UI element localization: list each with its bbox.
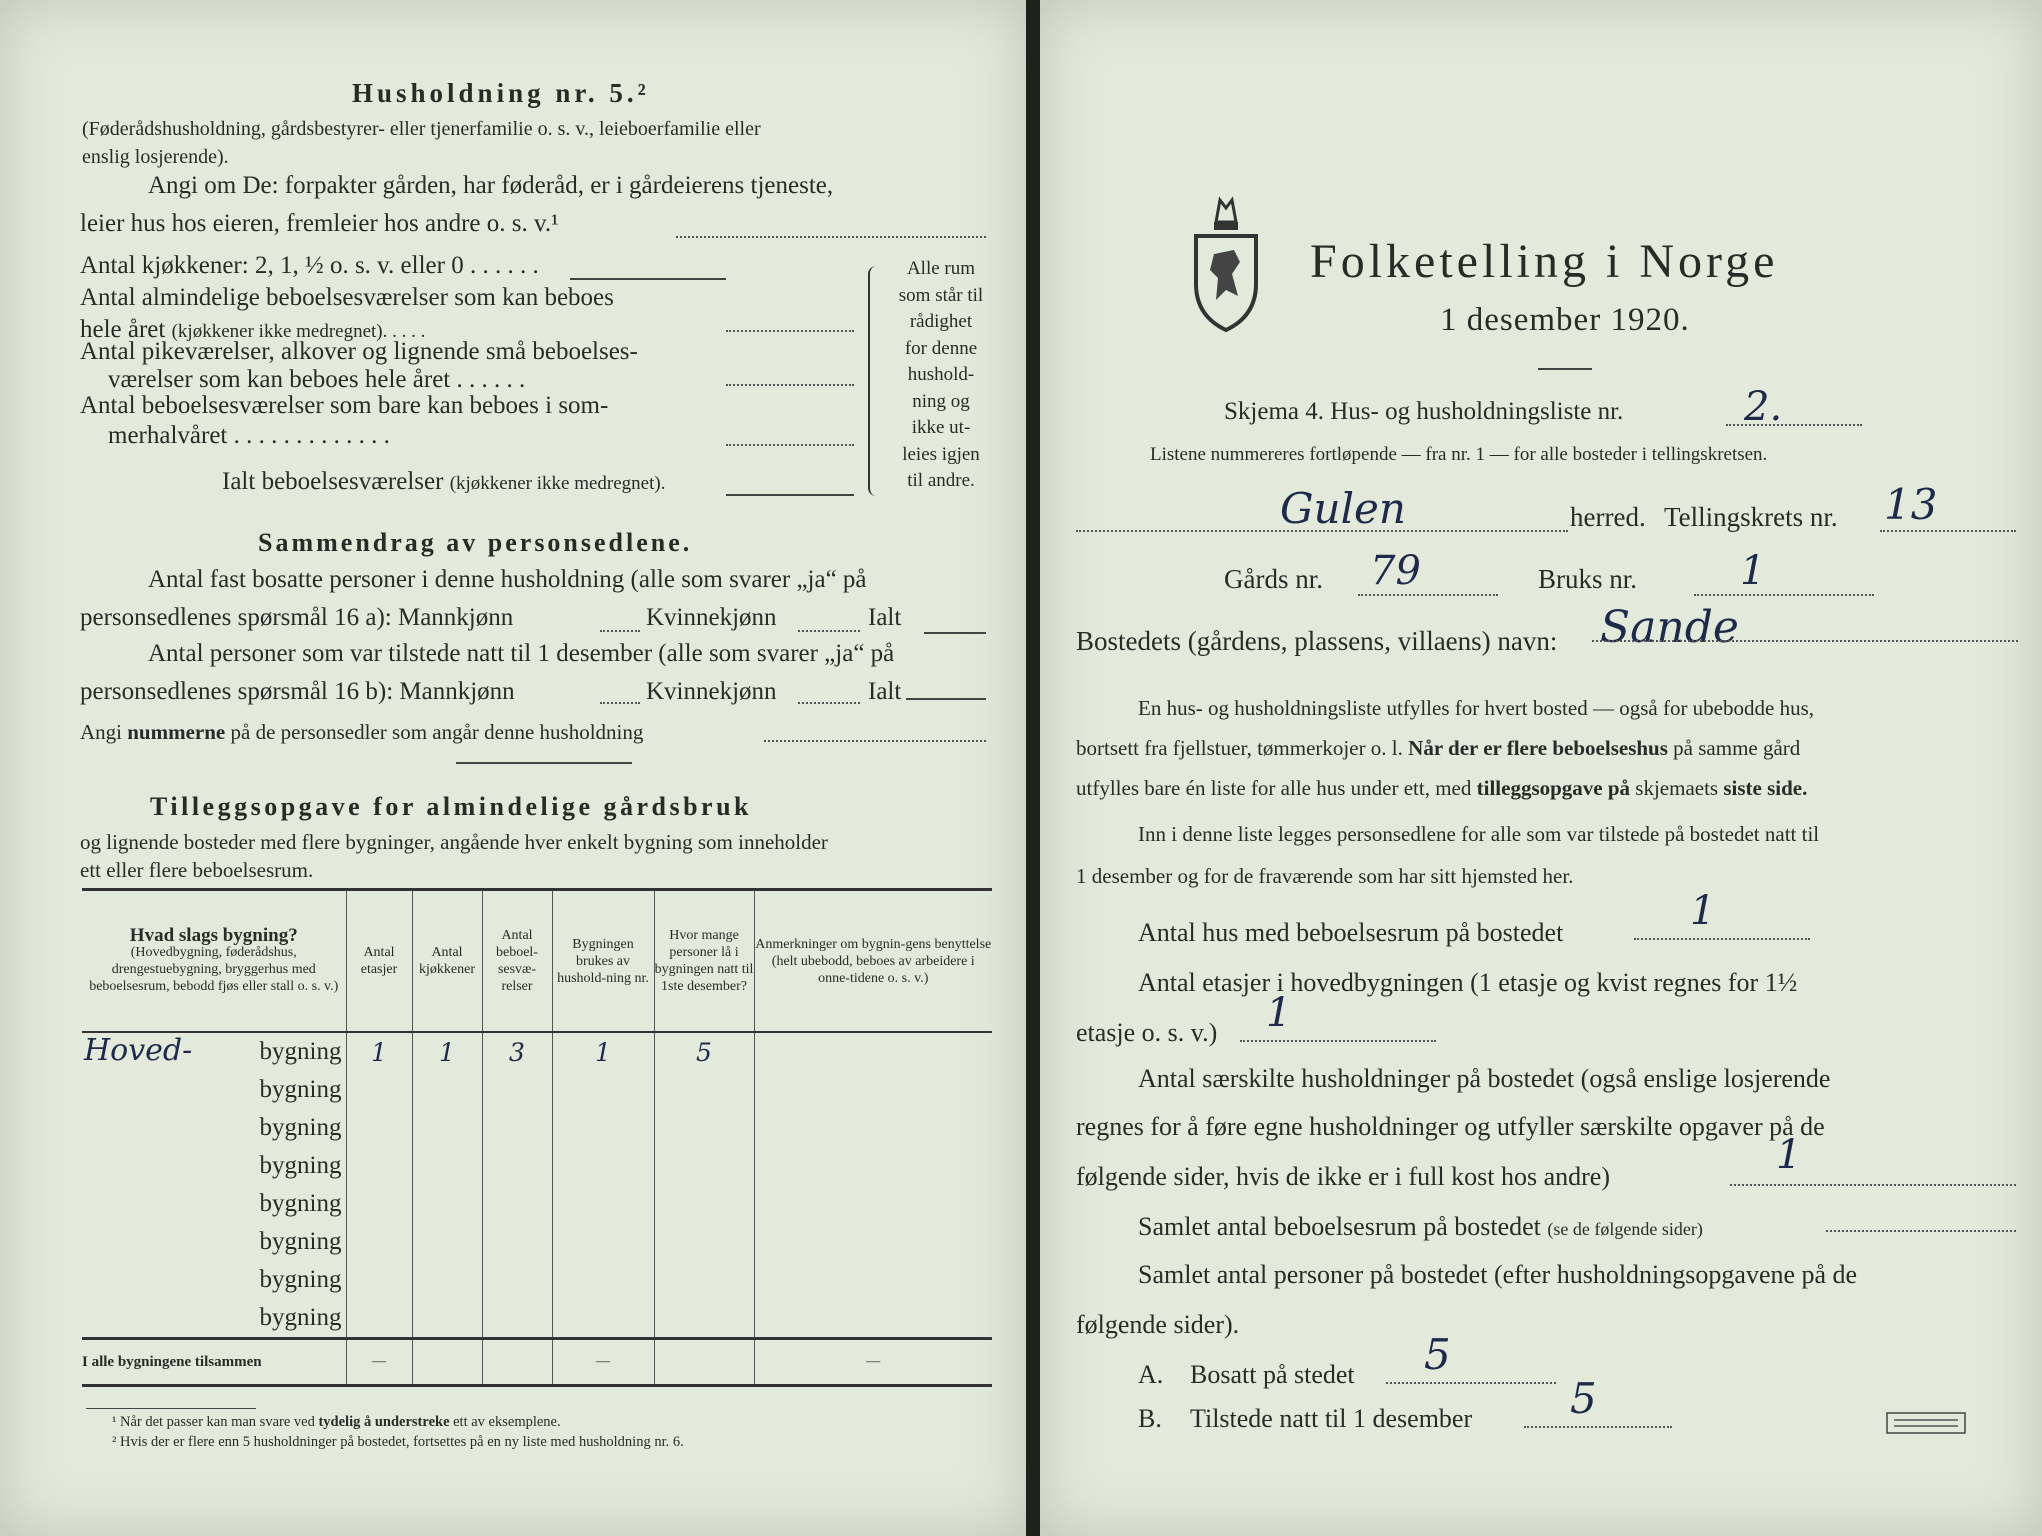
- total-1-line: [924, 632, 986, 634]
- cell-floors: [346, 1223, 412, 1261]
- cell-kitchens: [412, 1185, 482, 1223]
- printer-stamp-icon: [1886, 1412, 1966, 1434]
- q-a-letter: A.: [1138, 1360, 1164, 1389]
- instr-5: 1 desember og for de fraværende som har sitt hjemsted her.: [1076, 864, 1574, 888]
- rooms2-line-a: Antal pikeværelser, alkover og lignende små beboelses-: [80, 338, 638, 365]
- cell-household: [552, 1071, 654, 1109]
- building-cell: bygning: [259, 1304, 342, 1331]
- col-header-remarks: Anmerkninger om bygnin-gens benyttelse (helt ubebodd, beboes av arbeidere i onne-tidene o. s. v.): [754, 890, 992, 1033]
- cell-kitchens: [412, 1071, 482, 1109]
- listene-note: Listene nummereres fortløpende — fra nr. 1 — for alle bosteder i tellingskretsen.: [1150, 444, 1768, 465]
- cell-rooms: [482, 1185, 552, 1223]
- instr-3: utfylles bare én liste for alle hus under ett, med tilleggsopgave på skjemaets siste side.: [1076, 776, 1808, 800]
- building-cell: bygning: [259, 1228, 342, 1255]
- angi-line-2: leier hus hos eieren, fremleier hos andre o. s. v.¹: [80, 210, 559, 237]
- cell-floors: [346, 1109, 412, 1147]
- building-cell: bygning: [259, 1190, 342, 1217]
- q-pers-1: Samlet antal personer på bostedet (efter husholdningsopgavene på de: [1138, 1260, 1858, 1289]
- q-hus-label: Antal hus med beboelsesrum på bostedet: [1138, 918, 1564, 947]
- instr-1: En hus- og husholdningsliste utfylles for hvert bosted — også for ubebodde hus,: [1138, 696, 1814, 720]
- herred-label: herred.: [1570, 502, 1646, 532]
- side-note: Alle rum som står til rådighet for denne hushold- ning og ikke ut- leies igjen til andre.: [898, 258, 984, 491]
- census-title: Folketelling i Norge: [1310, 235, 1779, 288]
- rooms3-answer-line: [726, 444, 854, 446]
- col-header-rooms: Antal beboel-sesvæ-relser: [482, 890, 552, 1033]
- cell-floors: [346, 1261, 412, 1299]
- q-hush-3: følgende sider, hvis de ikke er i full kost hos andre): [1076, 1162, 1610, 1191]
- cell-floors: 1: [346, 1032, 412, 1071]
- table-row: [82, 1223, 992, 1261]
- building-cell: bygning: [259, 1076, 342, 1103]
- intro-paren: (Føderådshusholdning, gårdsbestyrer- eller tjenerfamilie o. s. v., leieboerfamilie eller: [82, 118, 761, 140]
- total-2-label: Ialt: [868, 678, 902, 705]
- skjema-label: Skjema 4. Hus- og husholdningsliste nr.: [1224, 398, 1624, 425]
- q-b-label: Tilstede natt til 1 desember: [1190, 1404, 1473, 1433]
- bruks-line: [1694, 594, 1874, 596]
- rooms1-answer-line: [726, 330, 854, 332]
- cell-household: [552, 1185, 654, 1223]
- cell-household: 1: [552, 1032, 654, 1071]
- total-household: —: [552, 1339, 654, 1386]
- gards-line: [1358, 594, 1498, 596]
- table-row: [82, 1185, 992, 1223]
- cell-persons: [654, 1109, 754, 1147]
- total-rooms: Ialt beboelsesværelser (kjøkkener ikke medregnet).: [222, 468, 666, 495]
- rooms3-line-a: Antal beboelsesværelser som bare kan beboes i som-: [80, 392, 609, 419]
- q-b-value: 5: [1570, 1374, 1597, 1423]
- herred-value: Gulen: [1280, 484, 1406, 533]
- cell-remarks: [754, 1223, 992, 1261]
- skjema-value: 2.: [1744, 384, 1783, 430]
- rooms1-line-b: hele året (kjøkkener ikke medregnet). . . . .: [80, 316, 426, 343]
- q-hus-line: [1634, 938, 1810, 940]
- kitchens-label: Antal kjøkkener: 2, 1, ½ o. s. v. eller 0 . . . . . .: [80, 252, 539, 279]
- extra-sub-1: og lignende bosteder med flere bygninger, angående hver enkelt bygning som inneholder: [80, 830, 828, 854]
- rooms2-line-b: værelser som kan beboes hele året . . . . . .: [108, 366, 526, 393]
- bruks-label: Bruks nr.: [1538, 564, 1638, 594]
- table-total-row: [82, 1339, 992, 1386]
- cell-remarks: [754, 1261, 992, 1299]
- table-row: [82, 1147, 992, 1185]
- total-label: I alle bygningene tilsammen: [82, 1353, 262, 1370]
- bruks-value: 1: [1740, 548, 1766, 594]
- kitchens-answer-line: [570, 278, 726, 280]
- q-b-line: [1524, 1426, 1672, 1428]
- building-cell: bygning: [259, 1152, 342, 1179]
- cell-persons: [654, 1299, 754, 1339]
- total-2-line: [906, 698, 986, 700]
- footnote-rule: [86, 1408, 256, 1409]
- krets-label: Tellingskrets nr.: [1664, 502, 1838, 532]
- cell-household: [552, 1147, 654, 1185]
- angi-line-1: Angi om De: forpakter gården, har føderåd, er i gårdeierens tjeneste,: [148, 172, 834, 199]
- q-etasjer-line: [1240, 1040, 1436, 1042]
- cell-household: [552, 1261, 654, 1299]
- col-header-kitchens: Antal kjøkkener: [412, 890, 482, 1033]
- gards-label: Gårds nr.: [1224, 564, 1323, 594]
- q-rum: Samlet antal beboelsesrum på bostedet (se de følgende sider): [1138, 1212, 1703, 1241]
- male-2-line: [600, 702, 640, 704]
- cell-rooms: [482, 1261, 552, 1299]
- cell-rooms: 3: [482, 1032, 552, 1071]
- q-hush-line: [1730, 1184, 2016, 1186]
- female-2-line: [798, 702, 860, 704]
- cell-kitchens: [412, 1299, 482, 1339]
- summary-2b: personsedlenes spørsmål 16 b): Mannkjønn: [80, 678, 515, 705]
- herred-line: [1076, 530, 1568, 532]
- cell-remarks: [754, 1109, 992, 1147]
- q-etasjer-2: etasje o. s. v.): [1076, 1018, 1218, 1047]
- total-rooms-answer-line: [726, 494, 854, 496]
- q-hush-1: Antal særskilte husholdninger på bostedet (også enslige losjerende: [1138, 1064, 1831, 1093]
- cell-persons: [654, 1223, 754, 1261]
- extra-sub-2: ett eller flere beboelsesrum.: [80, 858, 314, 882]
- cell-rooms: [482, 1071, 552, 1109]
- table-row: [82, 1109, 992, 1147]
- cell-kitchens: [412, 1109, 482, 1147]
- col-header-floors: Antal etasjer: [346, 890, 412, 1033]
- cell-kitchens: 1: [412, 1032, 482, 1071]
- summary-title: Sammendrag av personsedlene.: [258, 528, 693, 557]
- krets-line: [1880, 530, 2016, 532]
- extra-title: Tilleggsopgave for almindelige gårdsbruk: [150, 792, 753, 821]
- female-1-line: [798, 630, 860, 632]
- summary-1a: Antal fast bosatte personer i denne husholdning (alle som svarer „ja“ på: [148, 566, 867, 593]
- cell-rooms: [482, 1223, 552, 1261]
- q-rum-line: [1826, 1230, 2016, 1232]
- bosted-value: Sande: [1600, 602, 1739, 653]
- q-a-line: [1386, 1382, 1556, 1384]
- bosted-label: Bostedets (gårdens, plassens, villaens) navn:: [1076, 626, 1558, 656]
- cell-kitchens: [412, 1147, 482, 1185]
- cell-floors: [346, 1071, 412, 1109]
- total-kitchens: [412, 1339, 482, 1386]
- cell-household: [552, 1109, 654, 1147]
- building-cell: Hoved- bygning: [84, 1033, 342, 1068]
- cell-rooms: [482, 1299, 552, 1339]
- q-a-label: Bosatt på stedet: [1190, 1360, 1355, 1389]
- krets-value: 13: [1884, 480, 1938, 529]
- cell-rooms: [482, 1147, 552, 1185]
- intro-paren-2: enslig losjerende).: [82, 146, 229, 168]
- cell-rooms: [482, 1109, 552, 1147]
- rooms1-line-a: Antal almindelige beboelsesværelser som kan beboes: [80, 284, 614, 311]
- building-table: [82, 888, 992, 1387]
- total-persons: [654, 1339, 754, 1386]
- q-etasjer-1: Antal etasjer i hovedbygningen (1 etasje og kvist regnes for 1½: [1138, 968, 1798, 997]
- cell-persons: [654, 1147, 754, 1185]
- cell-persons: [654, 1071, 754, 1109]
- census-date: 1 desember 1920.: [1440, 302, 1690, 338]
- skjema-line: [1726, 424, 1862, 426]
- angi-nummerne: Angi nummerne på de personsedler som angår denne husholdning: [80, 720, 644, 744]
- cell-remarks: [754, 1071, 992, 1109]
- q-hus-value: 1: [1690, 888, 1716, 934]
- angi-nummerne-line: [764, 740, 986, 742]
- q-hush-value: 1: [1776, 1132, 1802, 1178]
- col-header-building: Hvad slags bygning? (Hovedbygning, føderådshus, drengestuebygning, bryggerhus med beboelsesrum, bebodd fjøs eller stall o. s. v.): [89, 925, 339, 994]
- rooms3-line-b: merhalvåret . . . . . . . . . . . . .: [108, 422, 390, 449]
- cell-remarks: [754, 1147, 992, 1185]
- building-cell: bygning: [259, 1266, 342, 1293]
- table-row: [82, 1299, 992, 1339]
- q-b-letter: B.: [1138, 1404, 1162, 1433]
- cell-remarks: [754, 1299, 992, 1339]
- building-cell: bygning: [259, 1114, 342, 1141]
- gards-value: 79: [1370, 548, 1421, 594]
- female-2-label: Kvinnekjønn: [646, 678, 777, 705]
- instr-4: Inn i denne liste legges personsedlene for alle som var tilstede på bostedet natt til: [1138, 822, 1820, 846]
- section-divider: [456, 762, 632, 764]
- table-row: [82, 1261, 992, 1299]
- rooms2-answer-line: [726, 384, 854, 386]
- cell-remarks: [754, 1032, 992, 1071]
- right-page: [1040, 0, 2042, 1536]
- q-pers-2: følgende sider).: [1076, 1310, 1240, 1339]
- title-rule: [1538, 368, 1592, 370]
- cell-floors: [346, 1185, 412, 1223]
- cell-persons: 5: [654, 1032, 754, 1071]
- q-etasjer-value: 1: [1266, 990, 1292, 1036]
- table-header-row: [82, 890, 992, 1033]
- building-type-handwritten: Hoved-: [84, 1033, 193, 1068]
- cell-kitchens: [412, 1261, 482, 1299]
- cell-household: [552, 1223, 654, 1261]
- col-header-household: Bygningen brukes av hushold-ning nr.: [552, 890, 654, 1033]
- table-row: [82, 1071, 992, 1109]
- q-a-value: 5: [1424, 1330, 1451, 1379]
- cell-kitchens: [412, 1223, 482, 1261]
- summary-1b: personsedlenes spørsmål 16 a): Mannkjønn: [80, 604, 514, 631]
- angi-answer-line: [676, 236, 986, 238]
- instr-2: bortsett fra fjellstuer, tømmerkojer o. l. Når der er flere beboelseshus på samme gård: [1076, 736, 1801, 760]
- cell-floors: [346, 1147, 412, 1185]
- cell-persons: [654, 1261, 754, 1299]
- col-header-persons: Hvor mange personer lå i bygningen natt til 1ste desember?: [654, 890, 754, 1033]
- cell-remarks: [754, 1185, 992, 1223]
- male-1-line: [600, 630, 640, 632]
- cell-floors: [346, 1299, 412, 1339]
- bosted-line: [1592, 640, 2018, 642]
- summary-2a: Antal personer som var tilstede natt til 1 desember (alle som svarer „ja“ på: [148, 640, 895, 667]
- cell-persons: [654, 1185, 754, 1223]
- footnote-1: ¹ Når det passer kan man svare ved tydelig å understreke ett av eksemplene.: [112, 1414, 561, 1430]
- norway-coat-of-arms-icon: [1190, 192, 1262, 334]
- total-rooms-cell: [482, 1339, 552, 1386]
- side-note-brace: [868, 266, 880, 496]
- total-1-label: Ialt: [868, 604, 902, 631]
- q-hush-2: regnes for å føre egne husholdninger og utfyller særskilte opgaver på de: [1076, 1112, 1825, 1141]
- table-row: [82, 1032, 992, 1071]
- footnote-2: ² Hvis der er flere enn 5 husholdninger på bostedet, fortsettes på en ny liste med husholdning nr. 6.: [112, 1434, 684, 1450]
- total-floors: —: [346, 1339, 412, 1386]
- cell-household: [552, 1299, 654, 1339]
- total-remarks: —: [754, 1339, 992, 1386]
- household-title: Husholdning nr. 5.²: [352, 78, 650, 108]
- female-1-label: Kvinnekjønn: [646, 604, 777, 631]
